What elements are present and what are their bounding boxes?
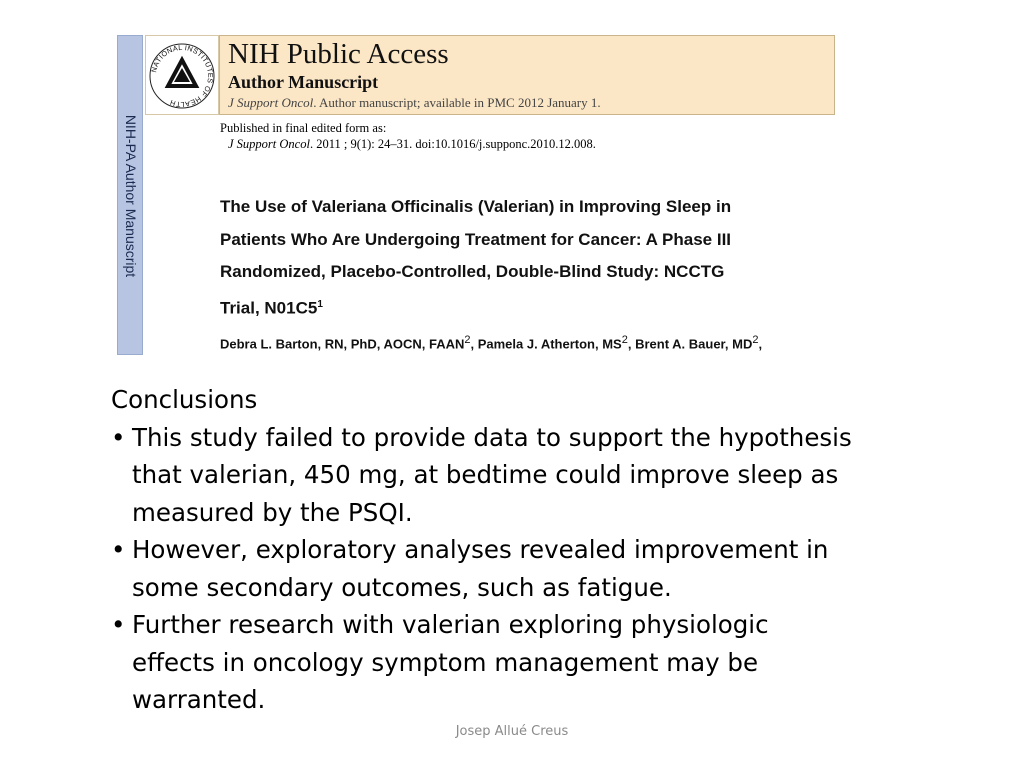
paper-title-line (220, 289, 830, 325)
paper-title-line: Randomized, Placebo-Controlled, Double-Blind Study: NCCTG (220, 262, 725, 281)
bullet-icon: • (111, 422, 126, 452)
bullet-icon: • (111, 610, 126, 639)
header-cite-rest: . Author manuscript; available in PMC 2012 January 1. (313, 95, 601, 110)
author-name: , Brent A. Bauer, MD (627, 336, 753, 352)
bullet-line: effects in oncology symptom management may be (132, 647, 759, 677)
conclusions-section (111, 381, 901, 719)
author-name: Debra L. Barton, RN, PhD, AOCN, FAAN (220, 336, 465, 352)
list-item (111, 419, 901, 532)
manuscript-screenshot (117, 35, 837, 355)
paper-title-line: The Use of Valeriana Officinalis (Valerian) in Improving Sleep in (220, 197, 732, 216)
nih-side-strip (117, 35, 143, 355)
published-citation (228, 137, 596, 152)
bullet-line: This study failed to provide data to support the hypothesis (132, 422, 852, 452)
header-title: NIH Public Access (228, 38, 449, 70)
paper-title-line: Patients Who Are Undergoing Treatment for Cancer: A Phase III (220, 229, 732, 249)
bullet-line: measured by the PSQI. (132, 497, 413, 527)
header-subtitle: Author Manuscript (228, 72, 379, 92)
list-item (111, 606, 901, 719)
paper-title (220, 191, 830, 325)
paper-authors (220, 334, 835, 355)
author-name: , (758, 336, 763, 352)
published-journal: J Support Oncol (228, 137, 310, 151)
bullet-line: warranted. (132, 685, 266, 714)
nih-logo (145, 35, 219, 115)
author-affiliation: 2 (621, 334, 628, 346)
nih-header-box (219, 35, 835, 115)
bullet-icon: • (111, 535, 126, 564)
bullet-line: However, exploratory analyses revealed improvement in (132, 535, 829, 564)
conclusions-heading: Conclusions (111, 385, 258, 414)
title-footnote: 1 (317, 298, 323, 310)
side-strip-label: NIH-PA Author Manuscript (123, 114, 139, 278)
author-affiliation: 2 (752, 334, 759, 346)
header-cite-journal: J Support Oncol (228, 95, 314, 110)
paper-title-last: Trial, N01C5 (220, 298, 318, 318)
bullet-line: that valerian, 450 mg, at bedtime could improve sleep as (132, 460, 839, 489)
nih-seal-icon (146, 36, 218, 114)
list-item (111, 531, 901, 606)
author-affiliation: 2 (464, 334, 471, 346)
published-rest: . 2011 ; 9(1): 24–31. doi:10.1016/j.supponc.2010.12.008. (309, 137, 596, 151)
slide-footer: Josep Allué Creus (455, 724, 569, 739)
author-name: , Pamela J. Atherton, MS (470, 336, 622, 352)
bullet-line: Further research with valerian exploring physiologic (132, 610, 769, 639)
published-label: Published in final edited form as: (220, 121, 387, 135)
nih-seal-lettering: NATIONAL INSTITUTES OF HEALTH (149, 42, 216, 110)
conclusions-list (111, 419, 901, 719)
header-citation (228, 95, 601, 111)
bullet-line: some secondary outcomes, such as fatigue. (132, 572, 672, 602)
